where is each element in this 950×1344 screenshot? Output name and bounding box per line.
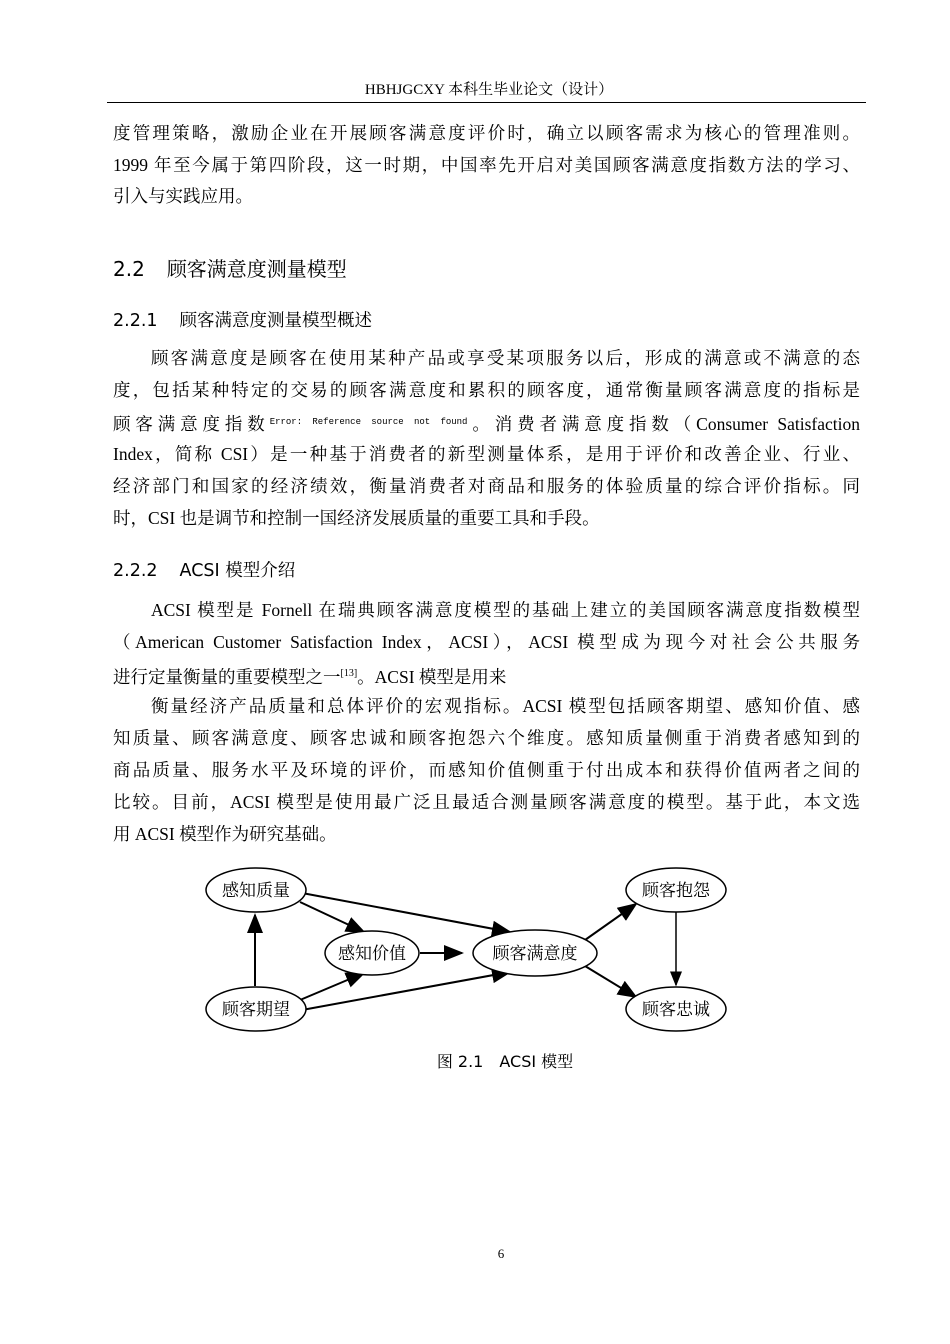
page-number: 6 [497, 1246, 505, 1261]
body-line: 度，包括某种特定的交易的顾客满意度和累积的顾客度，通常衡量顾客满意度的指标是 [113, 380, 860, 400]
body-line: 比较。目前，ACSI 模型是使用最广泛且最适合测量顾客满意度的模型。基于此，本文选 [113, 792, 860, 812]
section-number: 2.2 [113, 257, 145, 281]
subsection-number: 2.2.2 [113, 561, 158, 581]
arrow [585, 904, 636, 940]
page-header: HBHJGCXY 本科生毕业论文（设计） [364, 82, 614, 98]
body-line: 顾客满意度是顾客在使用某种产品或享受某项服务以后，形成的满意或不满意的态 [151, 348, 860, 368]
subsection-title: ACSI 模型介绍 [179, 561, 296, 581]
body-line: 度管理策略，激励企业在开展顾客满意度评价时，确立以顾客需求为核心的管理准则。 [113, 123, 860, 143]
text: 。ACSI 模型是用来 [357, 667, 507, 687]
body-line: 用 ACSI 模型作为研究基础。 [113, 824, 337, 844]
text: 顾客满意度指数 [113, 414, 270, 434]
body-line: ACSI 模型是 Fornell 在瑞典顾客满意度模型的基础上建立的美国顾客满意度指数模型 [151, 600, 860, 620]
body-line: 知质量、顾客满意度、顾客忠诚和顾客抱怨六个维度。感知质量侧重于消费者感知到的 [113, 728, 860, 748]
subsection-title: 顾客满意度测量模型概述 [179, 311, 373, 331]
body-line: 引入与实践应用。 [113, 186, 253, 206]
section-title: 顾客满意度测量模型 [166, 257, 347, 281]
node-label: 感知价值 [338, 944, 406, 964]
text: 。消费者满意度指数（Consumer Satisfaction [467, 414, 860, 434]
node-label: 感知质量 [222, 881, 290, 901]
node-label: 顾客满意度 [492, 944, 578, 964]
node-label: 顾客忠诚 [642, 1000, 710, 1020]
node-label: 顾客期望 [222, 1000, 290, 1020]
body-line: （American Customer Satisfaction Index，ACSI），ACSI 模型成为现今对社会公共服务 [113, 632, 860, 652]
reference-error: Error: Reference source not found [269, 417, 468, 427]
text: 进行定量衡量的重要模型之一 [113, 667, 341, 687]
body-line: 经济部门和国家的经济绩效，衡量消费者对商品和服务的体验质量的综合评价指标。同 [113, 476, 860, 496]
arrow [585, 966, 636, 997]
node-label: 顾客抱怨 [642, 881, 710, 901]
body-line: 1999 年至今属于第四阶段，这一时期，中国率先开启对美国顾客满意度指数方法的学习、 [113, 155, 860, 175]
body-line: 商品质量、服务水平及环境的评价，而感知价值侧重于付出成本和获得价值两者之间的 [113, 760, 860, 780]
figure-caption: 图 2.1 ACSI 模型 [436, 1052, 574, 1071]
arrow [302, 893, 510, 932]
arrow [300, 973, 364, 1000]
body-line: 时，CSI 也是调节和控制一国经济发展质量的重要工具和手段。 [113, 508, 600, 528]
body-line: 衡量经济产品质量和总体评价的宏观指标。ACSI 模型包括顾客期望、感知价值、感 [151, 696, 860, 716]
arrow [300, 902, 364, 932]
body-line: Index，简称 CSI）是一种基于消费者的新型测量体系，是用于评价和改善企业、行业、 [113, 444, 860, 464]
subsection-number: 2.2.1 [113, 311, 158, 331]
citation[interactable]: [13] [340, 668, 358, 679]
arrow [302, 972, 510, 1010]
